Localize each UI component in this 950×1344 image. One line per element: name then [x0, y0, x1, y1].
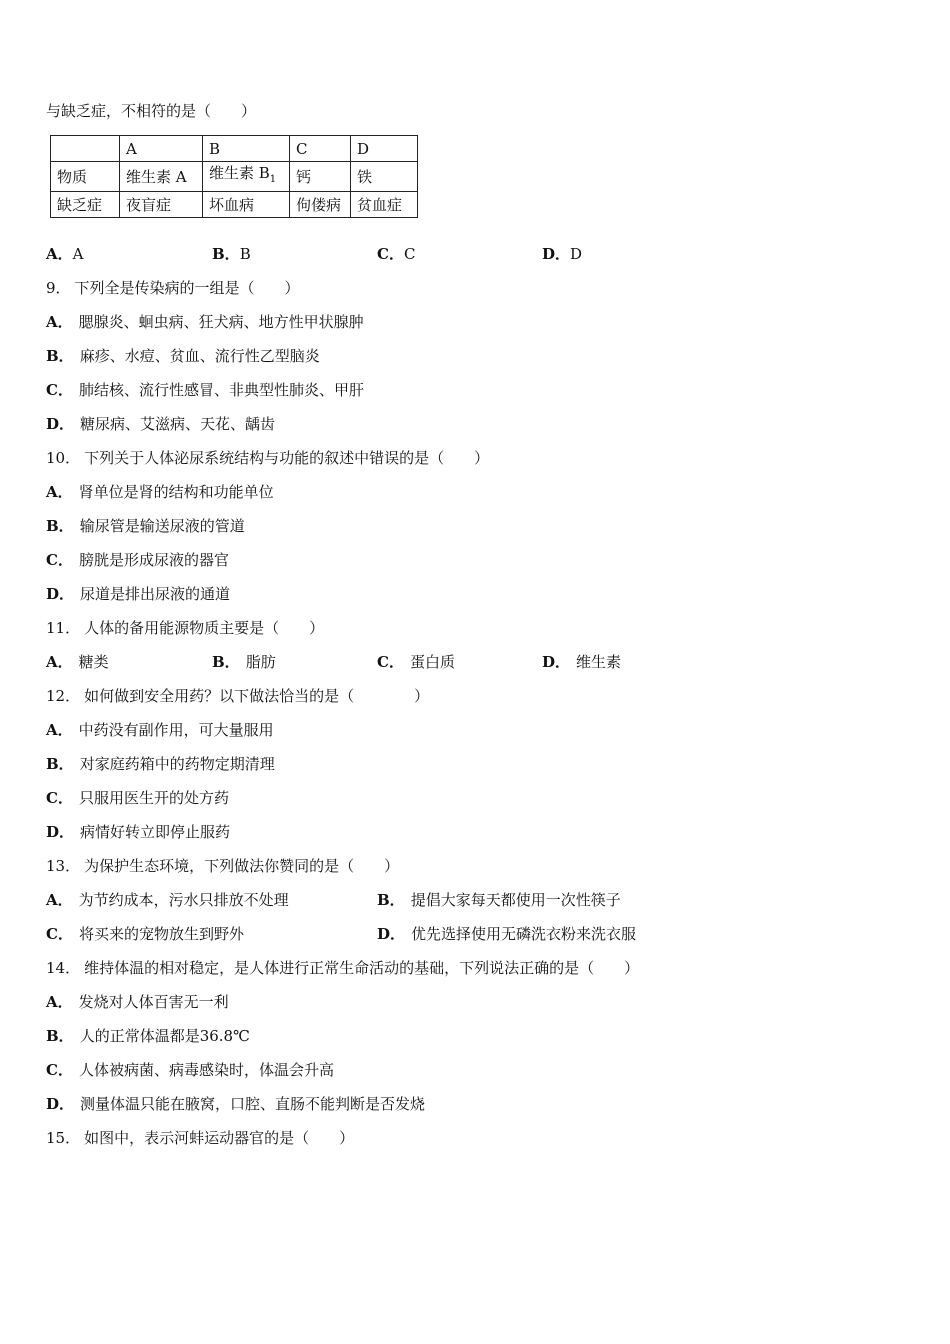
question-number: 10． [46, 449, 81, 467]
option-label: B． [46, 347, 74, 365]
option-text: 只服用医生开的处方药 [78, 789, 229, 807]
option-b[interactable] [212, 652, 276, 672]
option-d[interactable] [46, 822, 230, 842]
question-10 [46, 448, 489, 468]
option-text: 输尿管是输送尿液的管道 [79, 517, 245, 535]
option-label: D． [46, 823, 75, 841]
option-b[interactable] [46, 1026, 250, 1046]
option-text: 尿道是排出尿液的通道 [80, 585, 231, 603]
question-stem: 下列关于人体泌尿系统结构与功能的叙述中错误的是（ ） [84, 449, 490, 467]
option-text: 维生素 [576, 653, 622, 671]
option-c[interactable] [46, 788, 229, 808]
question-stem: 如图中，表示河蚌运动器官的是（ ） [84, 1129, 355, 1147]
option-label: D． [46, 585, 75, 603]
option-label: B． [46, 755, 74, 773]
option-label: D． [542, 653, 571, 671]
table-header-cell [51, 136, 120, 162]
table-row [51, 162, 418, 192]
option-label: D． [542, 245, 571, 263]
option-text: 麻疹、水痘、贫血、流行性乙型脑炎 [79, 347, 320, 365]
option-a[interactable] [46, 482, 274, 502]
option-b[interactable] [377, 890, 621, 910]
option-d[interactable] [542, 244, 582, 264]
option-label: B． [46, 1027, 74, 1045]
table-cell: 佝偻病 [290, 192, 351, 218]
table-header-row [51, 136, 418, 162]
question-number: 11． [46, 619, 81, 637]
option-d[interactable] [46, 414, 275, 434]
option-b[interactable] [46, 754, 275, 774]
option-a[interactable] [46, 720, 274, 740]
option-label: D． [46, 1095, 75, 1113]
table-cell-text: 维生素 B [209, 164, 270, 182]
option-label: D． [377, 925, 406, 943]
table-cell [203, 162, 290, 192]
option-text: 人体被病菌、病毒感染时，体温会升高 [78, 1061, 334, 1079]
option-text: 人的正常体温都是36.8℃ [79, 1027, 250, 1045]
option-text: 膀胱是形成尿液的器官 [78, 551, 229, 569]
table-header-cell: D [351, 136, 418, 162]
option-label: C． [377, 653, 404, 671]
option-a[interactable] [46, 312, 364, 332]
table-cell: 坏血病 [203, 192, 290, 218]
option-label: A． [46, 653, 73, 671]
option-text: 优先选择使用无磷洗衣粉来洗衣服 [411, 925, 637, 943]
option-text: A [72, 245, 84, 263]
table-header-cell: C [290, 136, 351, 162]
question-11 [46, 618, 324, 638]
question-intro: 与缺乏症，不相符的是（ ） [46, 102, 257, 120]
option-c[interactable] [46, 924, 244, 944]
question-stem: 下列全是传染病的一组是（ ） [74, 279, 300, 297]
question-number: 9． [46, 279, 71, 297]
option-text: 肾单位是肾的结构和功能单位 [78, 483, 274, 501]
option-d[interactable] [542, 652, 621, 672]
option-label: B． [46, 517, 74, 535]
question-12 [46, 686, 429, 706]
option-text: 肺结核、流行性感冒、非典型性肺炎、甲肝 [78, 381, 364, 399]
option-c[interactable] [46, 550, 229, 570]
option-text: D [570, 245, 583, 263]
question-15 [46, 1128, 354, 1148]
option-label: C． [46, 925, 73, 943]
question-stem: 如何做到安全用药？以下做法恰当的是（ ） [84, 687, 430, 705]
table-cell: 铁 [351, 162, 418, 192]
option-text: C [403, 245, 416, 263]
option-b[interactable] [212, 244, 251, 264]
question-stem: 人体的备用能源物质主要是（ ） [84, 619, 325, 637]
option-label: A． [46, 891, 73, 909]
option-text: B [239, 245, 251, 263]
subscript: 1 [269, 174, 277, 185]
option-text: 将买来的宠物放生到野外 [78, 925, 244, 943]
table-header-cell: B [203, 136, 290, 162]
option-label: A． [46, 313, 73, 331]
option-text: 蛋白质 [409, 653, 455, 671]
vitamin-deficiency-table [50, 135, 418, 218]
option-text: 糖尿病、艾滋病、天花、龋齿 [80, 415, 276, 433]
option-label: A． [46, 245, 73, 263]
option-label: A． [46, 721, 73, 739]
option-label: A． [46, 993, 73, 1011]
option-text: 病情好转立即停止服药 [80, 823, 231, 841]
table-cell: 夜盲症 [120, 192, 203, 218]
option-text: 糖类 [78, 653, 109, 671]
option-a[interactable] [46, 992, 229, 1012]
option-label: B． [212, 245, 240, 263]
option-label: C． [46, 551, 73, 569]
option-label: D． [46, 415, 75, 433]
option-a[interactable] [46, 890, 289, 910]
option-c[interactable] [377, 652, 455, 672]
table-cell: 物质 [51, 162, 120, 192]
table-row [51, 192, 418, 218]
question-stem: 维持体温的相对稳定，是人体进行正常生命活动的基础，下列说法正确的是（ ） [84, 959, 640, 977]
option-text: 对家庭药箱中的药物定期清理 [79, 755, 275, 773]
question-9 [46, 278, 300, 298]
option-b[interactable] [46, 516, 245, 536]
table-cell: 缺乏症 [51, 192, 120, 218]
option-text: 脂肪 [245, 653, 276, 671]
option-a[interactable] [46, 652, 109, 672]
option-label: C． [46, 381, 73, 399]
option-c[interactable] [377, 244, 415, 264]
option-text: 中药没有副作用，可大量服用 [78, 721, 274, 739]
question-number: 12． [46, 687, 81, 705]
option-label: B． [377, 891, 405, 909]
option-label: B． [212, 653, 240, 671]
table-cell: 贫血症 [351, 192, 418, 218]
option-c[interactable] [46, 1060, 334, 1080]
option-label: C． [46, 789, 73, 807]
question-14 [46, 958, 639, 978]
question-stem: 为保护生态环境，下列做法你赞同的是（ ） [84, 857, 400, 875]
option-text: 腮腺炎、蛔虫病、狂犬病、地方性甲状腺肿 [78, 313, 364, 331]
table-cell: 钙 [290, 162, 351, 192]
table-header-cell: A [120, 136, 203, 162]
option-d[interactable] [46, 1094, 425, 1114]
question-number: 14． [46, 959, 81, 977]
option-text: 为节约成本，污水只排放不处理 [78, 891, 289, 909]
option-text: 提倡大家每天都使用一次性筷子 [410, 891, 621, 909]
option-label: A． [46, 483, 73, 501]
question-number: 15． [46, 1129, 81, 1147]
option-label: C． [46, 1061, 73, 1079]
question-number: 13． [46, 857, 81, 875]
option-c[interactable] [46, 380, 364, 400]
option-label: C． [377, 245, 404, 263]
option-b[interactable] [46, 346, 320, 366]
table-cell: 维生素 A [120, 162, 203, 192]
option-d[interactable] [377, 924, 636, 944]
question-13 [46, 856, 399, 876]
option-a[interactable] [46, 244, 83, 264]
option-text: 发烧对人体百害无一利 [78, 993, 229, 1011]
option-text: 测量体温只能在腋窝，口腔、直肠不能判断是否发烧 [80, 1095, 426, 1113]
option-d[interactable] [46, 584, 230, 604]
